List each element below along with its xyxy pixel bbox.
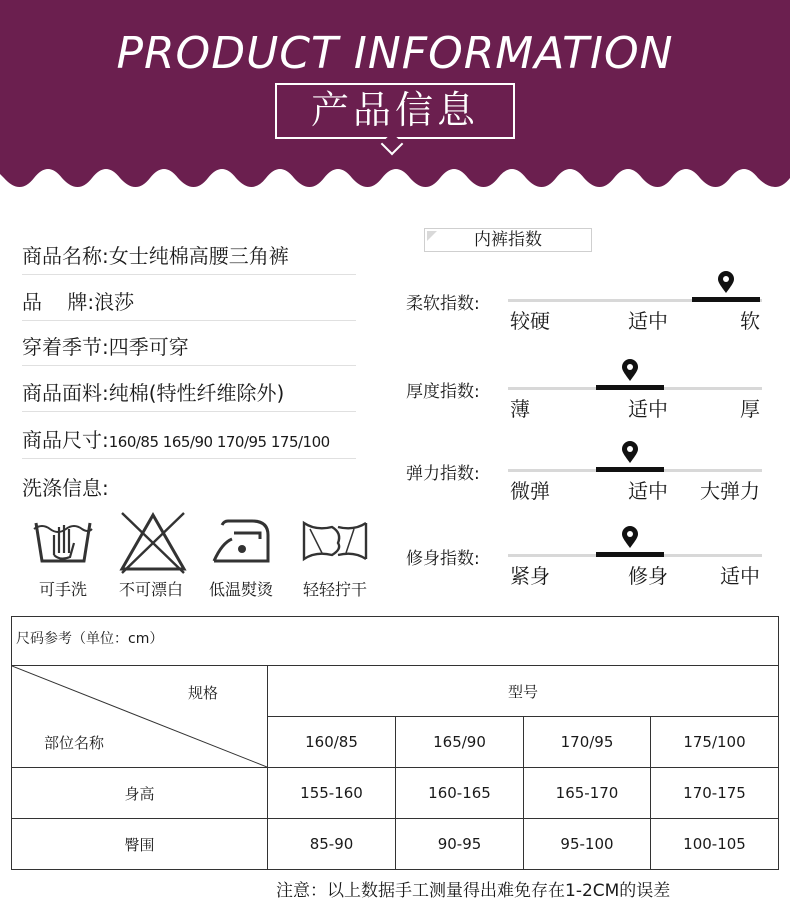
info-label: 穿着季节: (22, 335, 109, 359)
index-label: 厚度指数: (406, 382, 480, 402)
info-value: 160/85 165/90 170/95 175/100 (108, 433, 330, 451)
table-cell: 165-170 (524, 768, 651, 819)
index-tag-label: 内裤指数 (474, 230, 542, 250)
wash-item-wring (290, 505, 380, 605)
header-banner (0, 0, 790, 200)
index-active-segment (692, 297, 760, 302)
index-option: 适中 (628, 397, 668, 421)
info-value: 女士纯棉高腰三角裤 (108, 244, 289, 268)
measurement-note: 注意：以上数据手工测量得出难免存在1-2CM的误差 (276, 881, 671, 901)
info-row-season (22, 328, 356, 366)
index-active-segment (596, 467, 664, 472)
index-option: 紧身 (510, 564, 550, 588)
title-chinese: 产品信息 (310, 88, 479, 132)
info-value: 纯棉(特性纤维除外) (108, 381, 285, 405)
index-option: 软 (740, 309, 760, 333)
title-english: PRODUCT INFORMATION (116, 28, 674, 79)
table-corner-cell (12, 666, 268, 768)
wash-label: 可手洗 (38, 580, 87, 599)
location-pin-icon (620, 359, 640, 383)
index-tag (424, 228, 592, 252)
info-value: 四季可穿 (108, 335, 189, 359)
size-header: 160/85 (268, 717, 396, 768)
size-table (11, 616, 779, 870)
info-row-size (22, 421, 356, 459)
row-name-height: 身高 (12, 768, 268, 819)
index-option: 适中 (720, 564, 760, 588)
location-pin-icon (716, 271, 736, 295)
index-option: 适中 (628, 479, 668, 503)
info-row-fabric (22, 374, 356, 412)
index-label: 修身指数: (406, 549, 480, 569)
index-option: 较硬 (510, 309, 550, 333)
info-row-name (22, 237, 356, 275)
table-cell: 170-175 (651, 768, 778, 819)
wash-label: 不可漂白 (118, 580, 183, 599)
table-cell: 155-160 (268, 768, 396, 819)
info-label: 商品尺寸: (22, 428, 109, 452)
info-row-brand (22, 283, 356, 321)
info-label: 商品面料: (22, 381, 109, 405)
wash-item-bleach (106, 505, 196, 605)
table-caption: 尺码参考（单位：cm） (12, 617, 778, 666)
hand-wash-icon (30, 509, 96, 571)
table-cell: 100-105 (683, 835, 746, 853)
index-row (404, 455, 774, 515)
row-name-hip: 臀围 (12, 819, 268, 869)
table-cell: 95-100 (524, 819, 651, 869)
index-row (404, 285, 774, 345)
index-option: 修身 (628, 564, 668, 588)
index-option: 适中 (628, 309, 668, 333)
wash-item-iron (196, 505, 286, 605)
index-active-segment (596, 385, 664, 390)
index-option: 微弹 (510, 479, 550, 503)
info-value: 浪莎 (94, 290, 135, 314)
index-option: 厚 (740, 397, 760, 421)
index-row (404, 540, 774, 600)
info-label: 商品名称: (22, 244, 109, 268)
index-row (404, 373, 774, 433)
size-header: 170/95 (524, 717, 651, 768)
table-cell: 85-90 (268, 819, 396, 869)
gentle-wring-icon (302, 509, 368, 571)
location-pin-icon (620, 441, 640, 465)
corner-bottom-label: 部位名称 (44, 734, 105, 752)
location-pin-icon (620, 526, 640, 550)
low-iron-icon (208, 509, 274, 571)
index-active-segment (596, 552, 664, 557)
no-bleach-icon (118, 509, 188, 575)
table-cell: 160-165 (396, 768, 524, 819)
table-cell: 90-95 (396, 819, 524, 869)
info-label: 品 牌: (22, 290, 95, 314)
wash-label: 轻轻拧干 (302, 580, 367, 599)
wash-item-hand (18, 505, 108, 605)
group-header: 型号 (268, 666, 778, 717)
wash-label: 低温熨烫 (208, 580, 273, 599)
index-option: 薄 (510, 397, 530, 421)
index-label: 柔软指数: (406, 294, 480, 314)
size-header: 175/100 (651, 717, 778, 768)
wash-title: 洗涤信息: (22, 476, 109, 500)
size-header: 165/90 (396, 717, 524, 768)
corner-top-label: 规格 (188, 684, 219, 702)
index-label: 弹力指数: (406, 464, 480, 484)
tag-corner-icon (427, 231, 437, 241)
index-option: 大弹力 (700, 479, 760, 503)
